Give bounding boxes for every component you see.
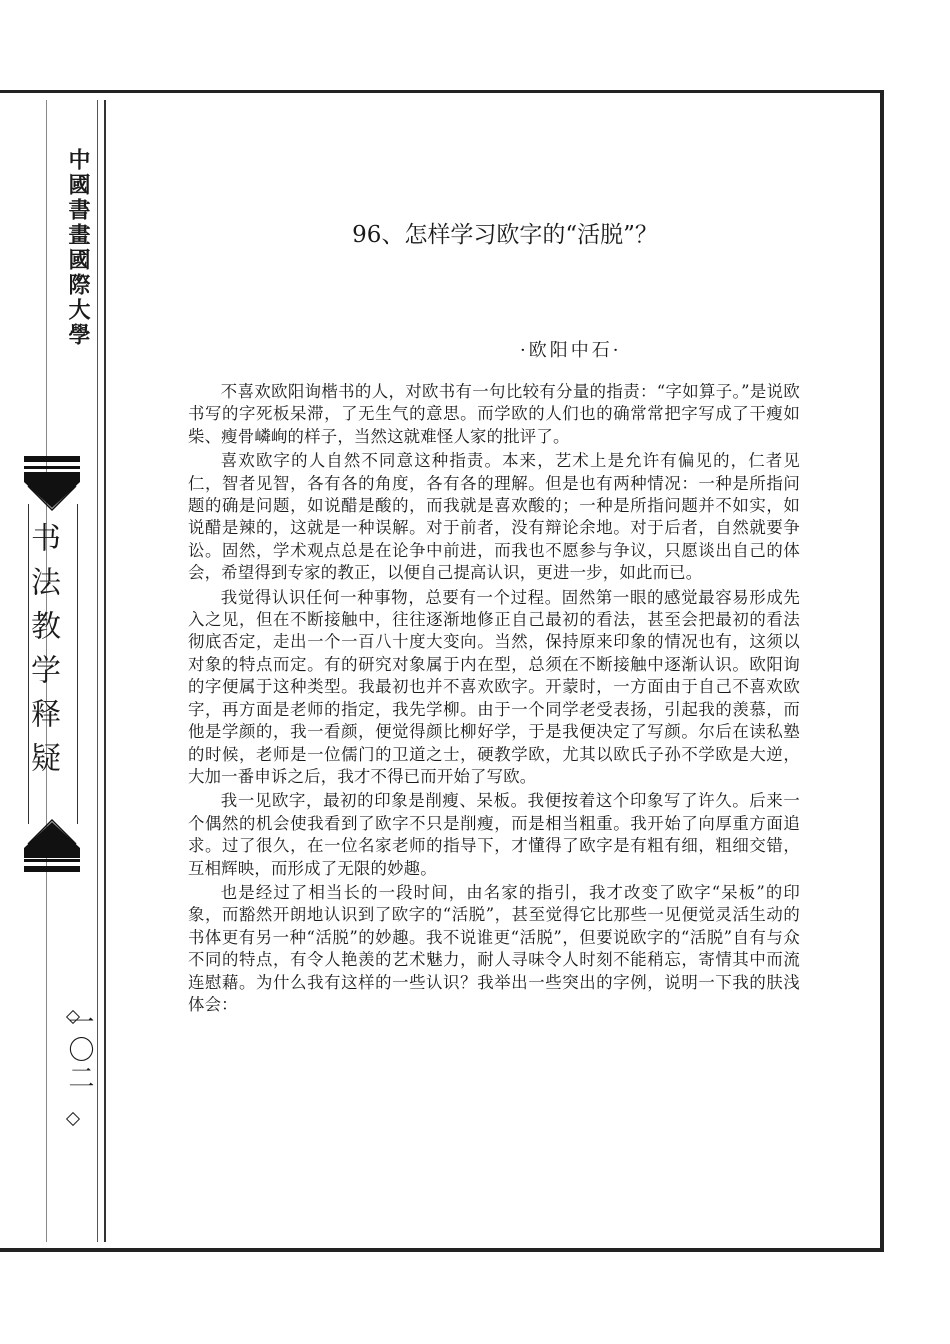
title-block-bottom-bar-thin (24, 859, 80, 862)
article-title: 96、怎样学习欧字的“活脱”？ (352, 222, 658, 248)
paragraph: 喜欢欧字的人自然不同意这种指责。本来，艺术上是允许有偏见的，仁者见仁，智者见智，各有各的角度，各有各的理解。但是也有两种情况：一种是所指问题的确是问题，如说醋是酸的，而我就是喜欢酸的；一种是所指问题并不如实，如说醋是辣的，这就是一种误解。对于前者，没有辩论余地。对于后者，自然就要争讼。固然，学术观点总是在论争中前进，而我也不愿参与争议，只愿谈出自己的体会，希望得到专家的教正，以便自己提高认识，更进一步，如此而已。 (188, 451, 800, 583)
title-block-top-bar-thin (24, 466, 80, 469)
title-block-top-bar (24, 456, 80, 462)
frame-inner-rule-outer (97, 100, 98, 1242)
paragraph: 也是经过了相当长的一段时间，由名家的指引，我才改变了欧字“呆板”的印象，而豁然开朗地认识到了欧字的“活脱”，甚至觉得它比那些一见便觉灵活生动的书体更有另一种“活脱”的妙趣。我不说谁更“活脱”，但要说欧字的“活脱”自有与众不同的特点，有令人艳羡的艺术魅力，耐人寻味令人时刻不能稍忘，寄情其中而流连慰藉。为什么我有这样的一些认识？我举出一些突出的字例，说明一下我的肤浅体会： (188, 882, 800, 1014)
diamond-ornament-bottom (66, 1112, 80, 1126)
paragraph: 我觉得认识任何一种事物，总要有一个过程。固然第一眼的感觉最容易形成先入之见，但在不断接触中，往往逐渐地修正自己最初的看法，甚至会把最初的看法彻底否定，走出一个一百八十度大变向。当然，保持原来印象的情况也有，这须以对象的特点而定。有的研究对象属于内在型，总须在不断接触中逐渐认识。欧阳询的字便属于这种类型。我最初也并不喜欢欧字。开蒙时，一方面由于自己不喜欢欧字，再方面是老师的指定，我先学柳。由于一个同学老受表扬，引起我的羡慕，而他是学颜的，我一看颜，便觉得颜比柳好学，于是我便决定了写颜。尔后在读私塾的时候，老师是一位儒门的卫道之士，硬教学欧，尤其以欧氏子孙不学欧是大逆，大加一番申诉之后，我才不得已而开始了写欧。 (188, 587, 800, 786)
paragraph: 我一见欧字，最初的印象是削瘦、呆板。我便按着这个印象写了许久。后来一个偶然的机会使我看到了欧字不只是削瘦，而是相当粗重。我开始了向厚重方面追求。过了很久，在一位名家老师的指导下，才懂得了欧字是有粗有细，粗细交错，互相辉映，而形成了无限的妙趣。 (188, 791, 800, 878)
page-number: 一〇二 (64, 1008, 94, 1092)
book-title: 书法教学释疑 (25, 522, 60, 786)
paragraph: 不喜欢欧阳询楷书的人，对欧书有一句比较有分量的指责：“字如算子。”是说欧书写的字死板呆滞，了无生气的意思。而学欧的人们也的确常常把字写成了干瘦如柴、瘦骨嶙峋的样子，当然这就难怪人家的批评了。 (188, 382, 800, 446)
title-block-bottom-ornament (24, 818, 80, 858)
title-block-bottom-bar (24, 866, 80, 872)
article-body (188, 381, 800, 1016)
article-author: ·欧阳中石· (520, 340, 622, 361)
frame-inner-rule (104, 100, 106, 1242)
frame-right-border (880, 90, 884, 1252)
frame-top-border (0, 90, 884, 93)
university-name: 中國書畫國際大學 (65, 148, 90, 348)
frame-bottom-border (0, 1248, 884, 1252)
